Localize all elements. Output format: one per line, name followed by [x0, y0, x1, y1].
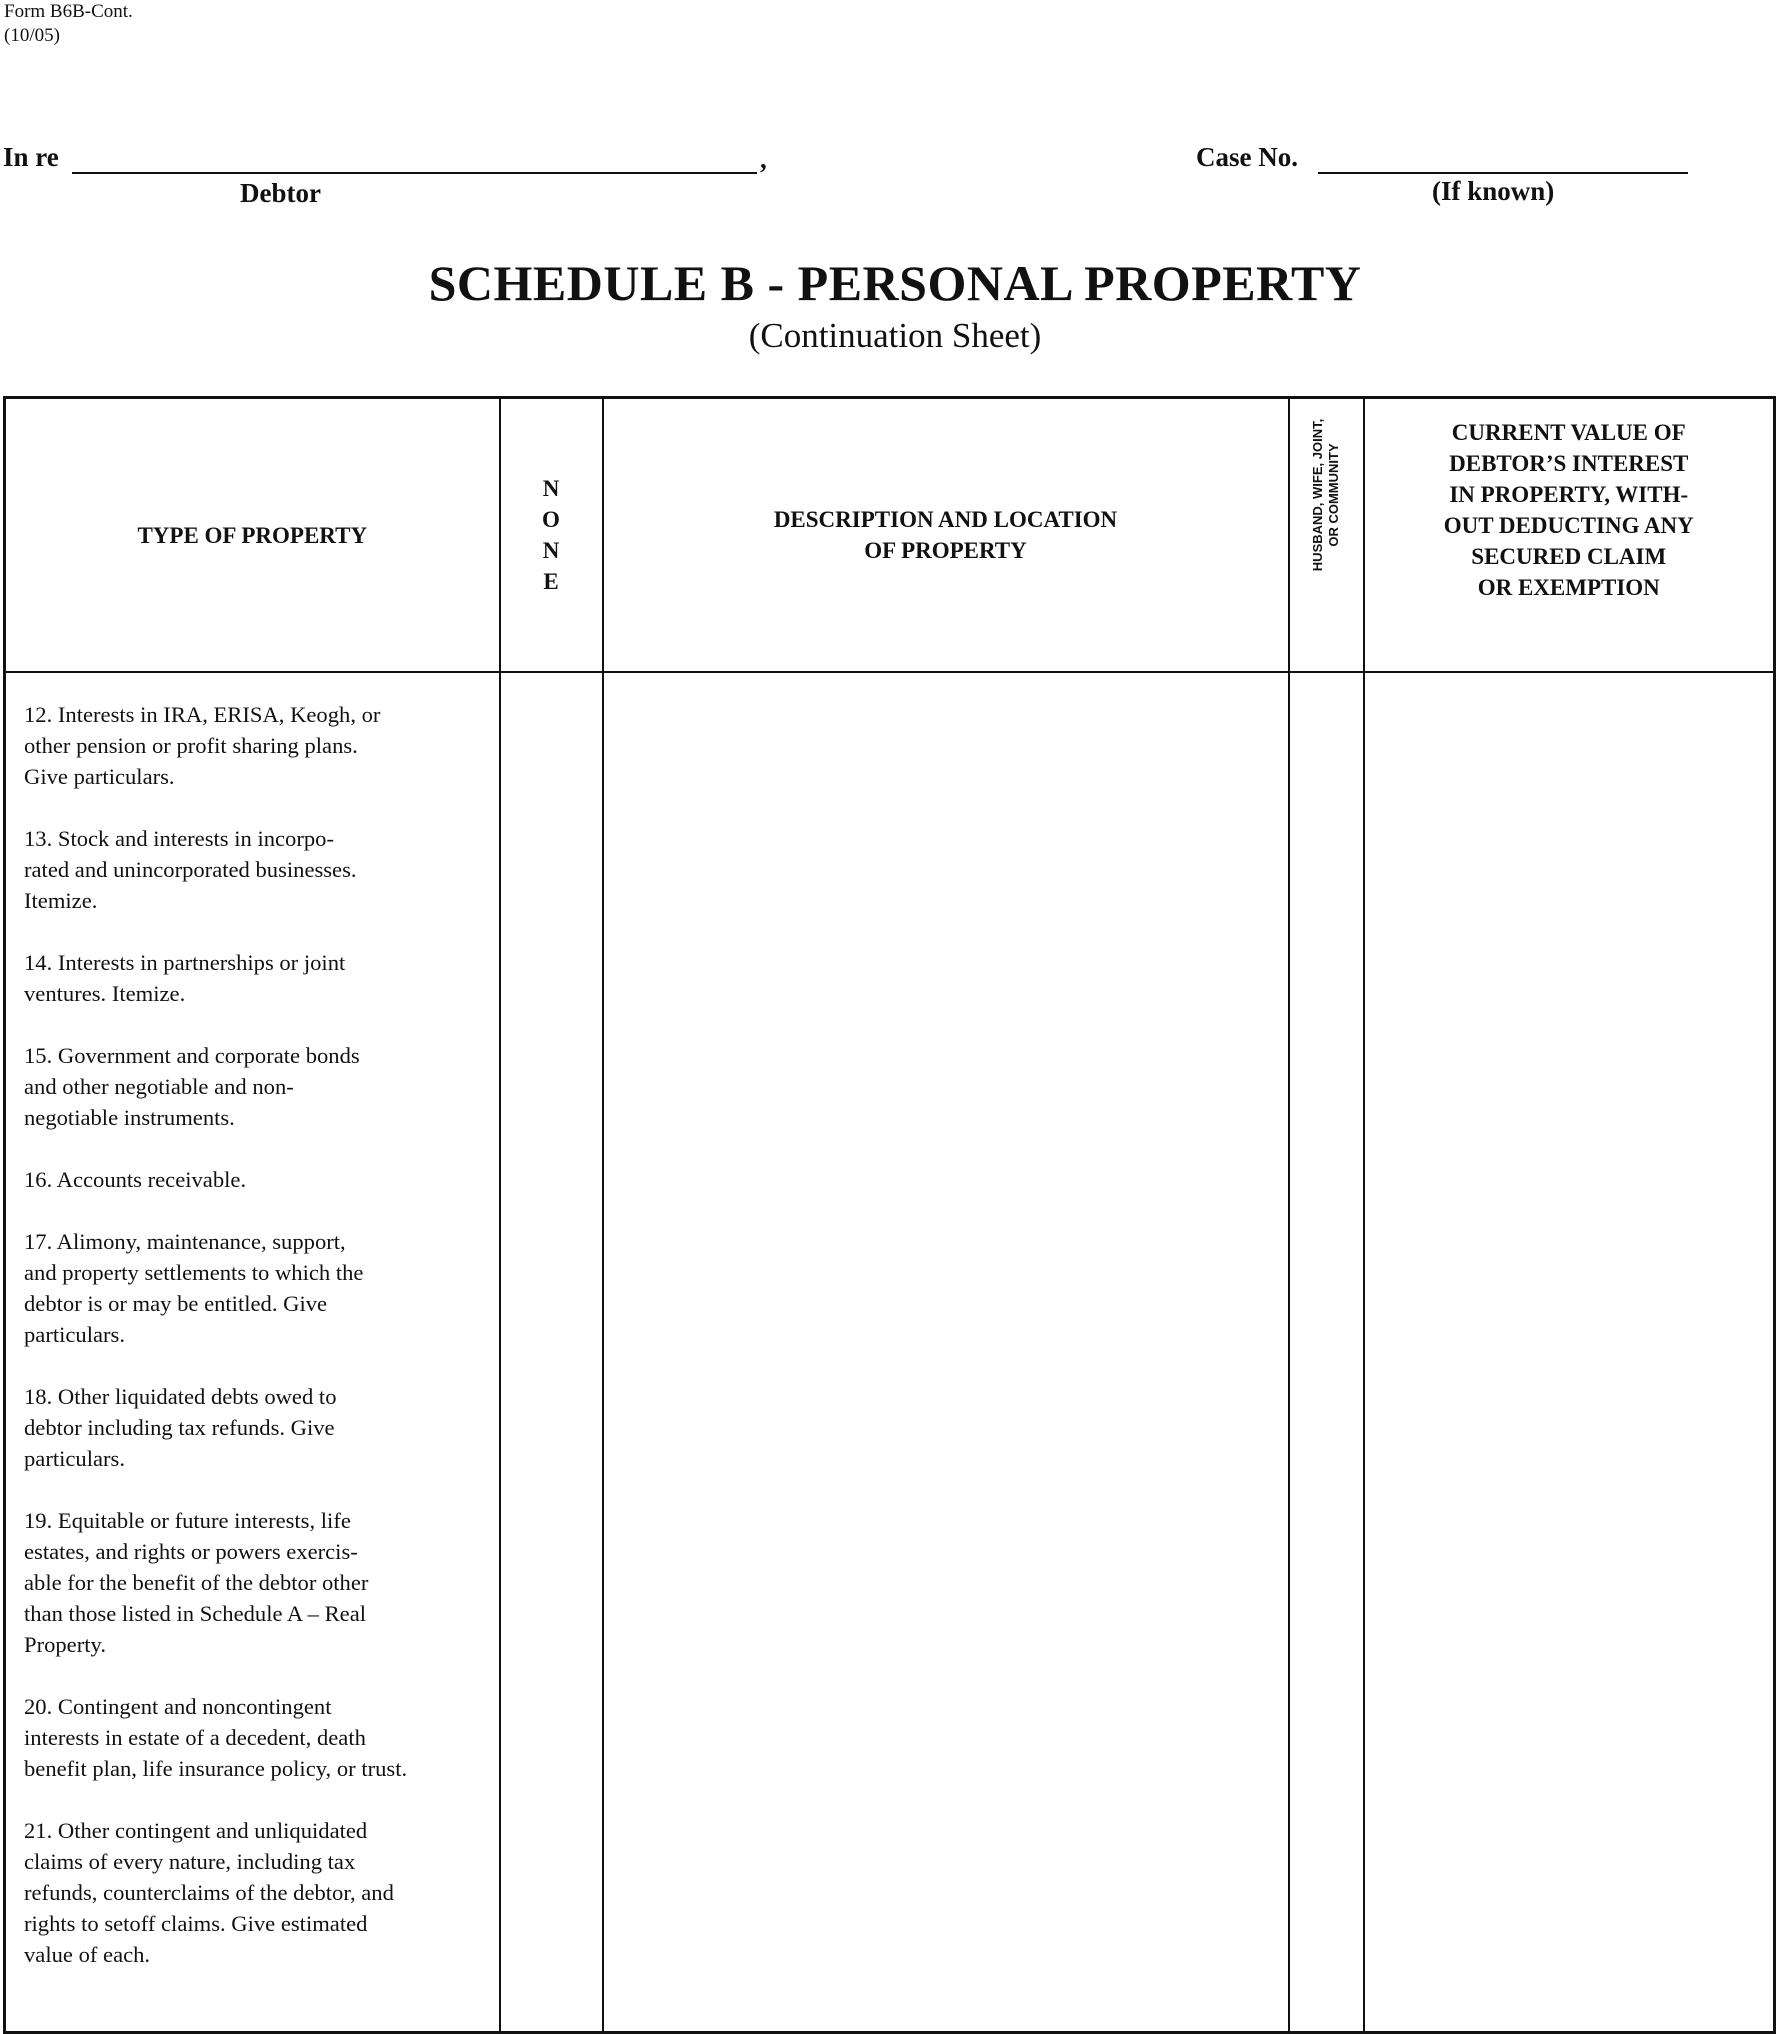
list-item-line: particulars.	[24, 1322, 125, 1347]
list-item	[24, 1040, 485, 1133]
hwjc-header-line: OR COMMUNITY	[1326, 443, 1341, 547]
list-item-line: ventures. Itemize.	[24, 981, 186, 1006]
none-cell[interactable]	[500, 672, 603, 2033]
debtor-name-field[interactable]	[72, 172, 757, 174]
list-item-line: and other negotiable and non-	[24, 1074, 294, 1099]
list-item-line: able for the benefit of the debtor other	[24, 1570, 369, 1595]
description-header-line: OF PROPERTY	[864, 538, 1027, 563]
list-item-line: debtor including tax refunds. Give	[24, 1415, 335, 1440]
list-item-line: 12. Interests in IRA, ERISA, Keogh, or	[24, 702, 381, 727]
list-item-line: 15. Government and corporate bonds	[24, 1043, 360, 1068]
list-item	[24, 1381, 485, 1474]
list-item	[24, 1226, 485, 1350]
none-letter: O	[542, 507, 560, 532]
list-item-line: negotiable instruments.	[24, 1105, 235, 1130]
case-caption	[0, 142, 1780, 212]
caption-comma: ,	[760, 144, 767, 174]
list-item-line: than those listed in Schedule A – Real	[24, 1601, 366, 1626]
list-item-line: other pension or profit sharing plans.	[24, 733, 358, 758]
value-header-line: CURRENT VALUE OF	[1451, 420, 1686, 445]
description-cell[interactable]	[603, 672, 1289, 2033]
list-item-line: 19. Equitable or future interests, life	[24, 1508, 351, 1533]
list-item-line: particulars.	[24, 1446, 125, 1471]
list-item-line: rights to setoff claims. Give estimated	[24, 1911, 368, 1936]
type-of-property-cell	[5, 672, 500, 2033]
list-item-line: 16. Accounts receivable.	[24, 1167, 247, 1192]
list-item-line: 18. Other liquidated debts owed to	[24, 1384, 337, 1409]
form-number: Form B6B-Cont.	[4, 1, 133, 22]
page-subtitle: (Continuation Sheet)	[748, 316, 1042, 355]
none-letter: E	[543, 569, 559, 594]
list-item-line: Itemize.	[24, 888, 98, 913]
list-item-line: interests in estate of a decedent, death	[24, 1725, 366, 1750]
list-item-line: value of each.	[24, 1942, 151, 1967]
list-item-line: rated and unincorporated businesses.	[24, 857, 357, 882]
hwjc-header-line: HUSBAND, WIFE, JOINT,	[1310, 418, 1325, 572]
property-items-list	[6, 673, 499, 1970]
list-item-line: claims of every nature, including tax	[24, 1849, 356, 1874]
value-header-line: DEBTOR’S INTEREST	[1449, 451, 1689, 476]
list-item-line: 17. Alimony, maintenance, support,	[24, 1229, 346, 1254]
list-item-line: and property settlements to which the	[24, 1260, 364, 1285]
list-item-line: 13. Stock and interests in incorpo-	[24, 826, 334, 851]
value-header-line: IN PROPERTY, WITH-	[1449, 482, 1689, 507]
list-item	[24, 1815, 485, 1970]
table-header-row	[5, 398, 1775, 673]
description-header	[603, 398, 1289, 673]
form-revision-date: (10/05)	[4, 25, 60, 46]
none-letter: N	[542, 476, 560, 501]
list-item-line: debtor is or may be entitled. Give	[24, 1291, 328, 1316]
hwjc-cell[interactable]	[1289, 672, 1364, 2033]
schedule-table	[3, 396, 1776, 2034]
list-item-line: Property.	[24, 1632, 106, 1657]
list-item-line: 20. Contingent and noncontingent	[24, 1694, 332, 1719]
list-item	[24, 1691, 485, 1784]
list-item-line: refunds, counterclaims of the debtor, and	[24, 1880, 394, 1905]
list-item	[24, 823, 485, 916]
debtor-label: Debtor	[240, 178, 321, 208]
list-item-line: estates, and rights or powers exercis-	[24, 1539, 358, 1564]
none-letter: N	[542, 538, 560, 563]
none-header	[500, 398, 603, 673]
case-number-field[interactable]	[1318, 172, 1688, 174]
current-value-header	[1364, 398, 1775, 673]
list-item-line: Give particulars.	[24, 764, 175, 789]
list-item-line: 14. Interests in partnerships or joint	[24, 950, 346, 975]
list-item	[24, 1164, 485, 1195]
husband-wife-joint-community-header	[1289, 398, 1364, 673]
if-known-label: (If known)	[1432, 176, 1555, 206]
in-re-label: In re	[3, 142, 59, 172]
list-item-line: benefit plan, life insurance policy, or trust.	[24, 1756, 408, 1781]
list-item	[24, 699, 485, 792]
value-header-line: SECURED CLAIM	[1471, 544, 1667, 569]
type-of-property-header: TYPE OF PROPERTY	[5, 398, 500, 673]
value-header-line: OR EXEMPTION	[1477, 575, 1660, 600]
list-item	[24, 1505, 485, 1660]
case-number-label: Case No.	[1196, 142, 1298, 172]
list-item-line: 21. Other contingent and unliquidated	[24, 1818, 368, 1843]
list-item	[24, 947, 485, 1009]
form-identifier	[4, 0, 133, 48]
value-header-line: OUT DEDUCTING ANY	[1443, 513, 1694, 538]
description-header-line: DESCRIPTION AND LOCATION	[773, 507, 1118, 532]
table-row	[5, 672, 1775, 2033]
page-title: SCHEDULE B - PERSONAL PROPERTY	[428, 255, 1362, 311]
current-value-cell[interactable]	[1364, 672, 1775, 2033]
